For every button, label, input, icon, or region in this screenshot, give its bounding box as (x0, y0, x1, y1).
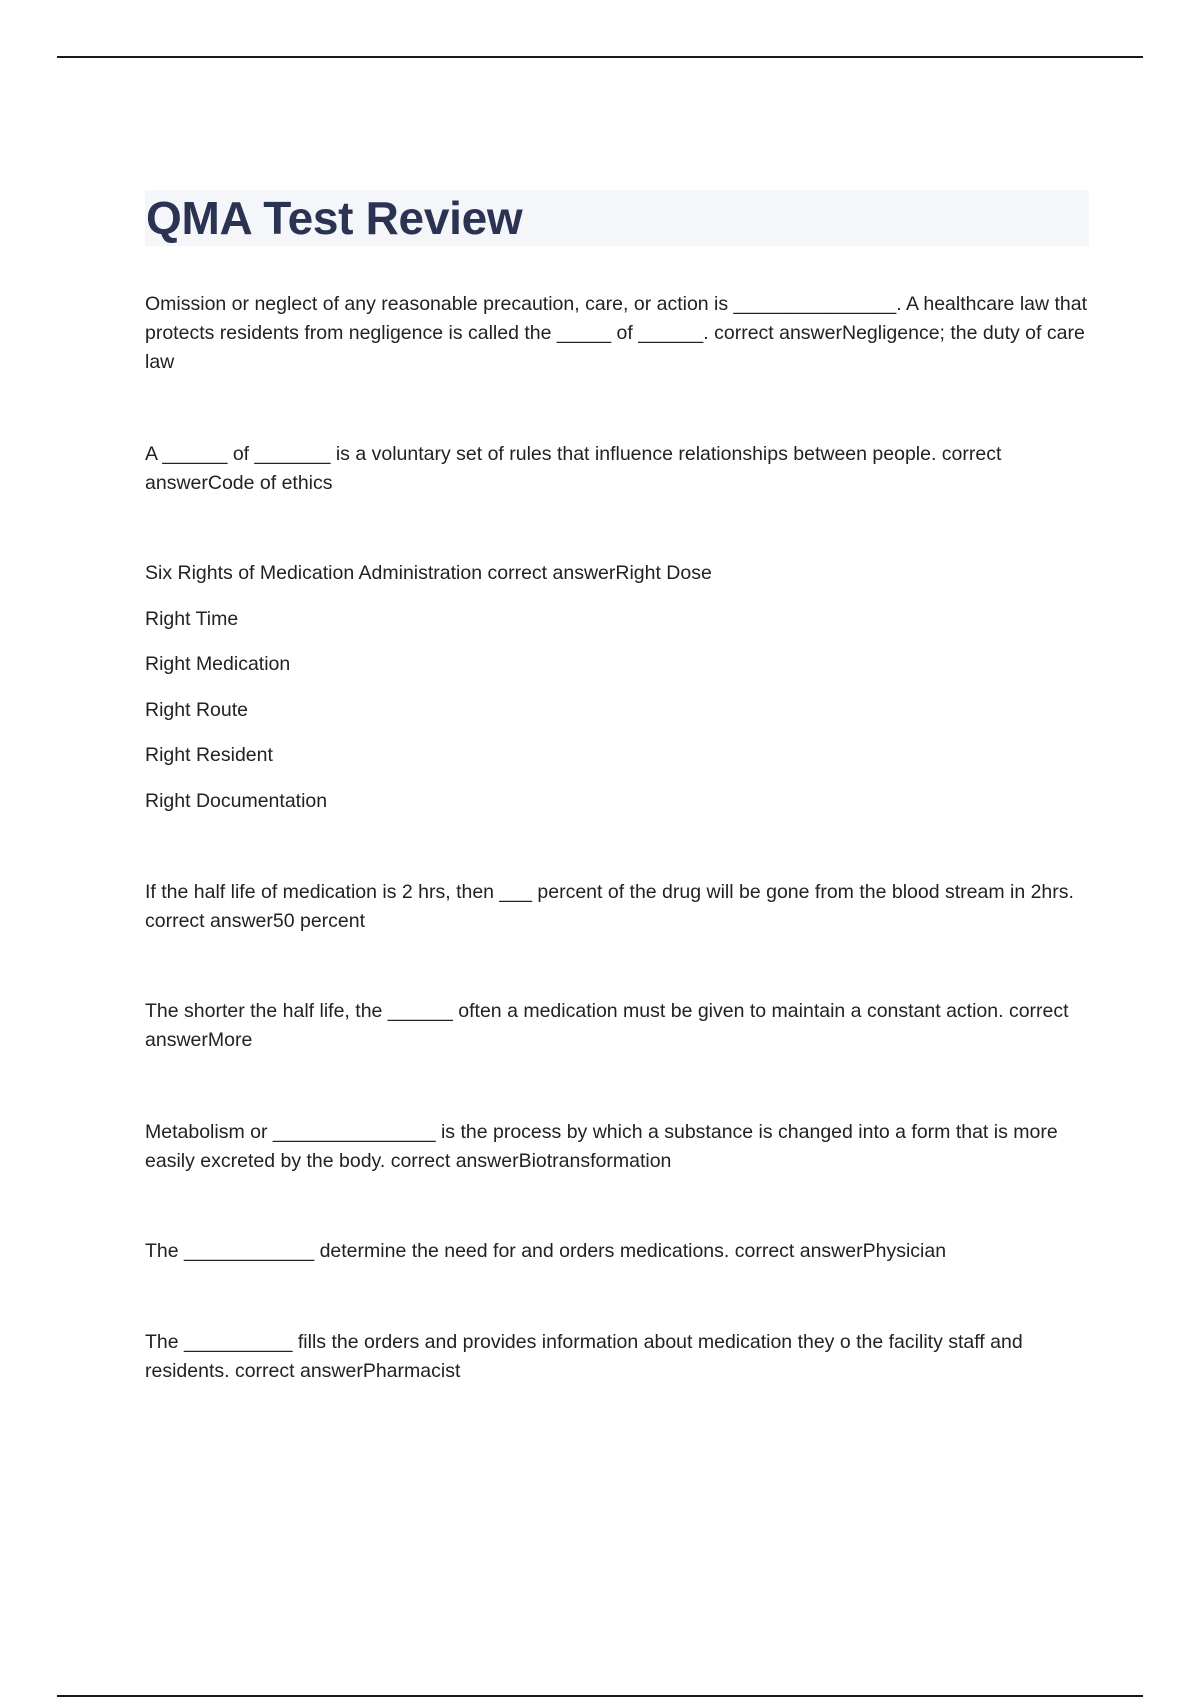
question-item: The ____________ determine the need for and orders medications. correct answerPhysician (145, 1240, 947, 1262)
question-item: If the half life of medication is 2 hrs, then ___ percent of the drug will be gone from the blood stream in 2hrs. correct answer50 percent (145, 881, 1074, 932)
page-title: QMA Test Review (146, 192, 523, 244)
question-item: A ______ of _______ is a voluntary set of rules that influence relationships between people. correct answerCode of ethics (145, 443, 1002, 494)
question-item: The __________ fills the orders and provides information about medication they o the facility staff and residents. correct answerPharmacist (145, 1331, 1023, 1382)
document-page (145, 190, 1089, 1382)
list-item: Right Medication (145, 653, 291, 675)
bottom-rule (57, 1695, 1143, 1697)
question-item: The shorter the half life, the ______ often a medication must be given to maintain a constant action. correct answerMore (145, 1000, 1069, 1051)
title-band (145, 190, 1089, 246)
list-item: Right Resident (145, 744, 273, 766)
question-item: Metabolism or _______________ is the process by which a substance is changed into a form that is more easily excreted by the body. correct answerBiotransformation (145, 1121, 1058, 1172)
list-item: Right Documentation (145, 790, 328, 812)
question-item: Six Rights of Medication Administration correct answerRight Dose (145, 562, 712, 584)
top-rule (57, 56, 1143, 58)
question-item: Omission or neglect of any reasonable precaution, care, or action is _______________. A healthcare law that protects residents from negligence is called the _____ of ______. correct answerNegligence; the duty of care law (145, 293, 1088, 373)
list-item: Right Route (145, 699, 248, 721)
list-item: Right Time (145, 608, 239, 630)
